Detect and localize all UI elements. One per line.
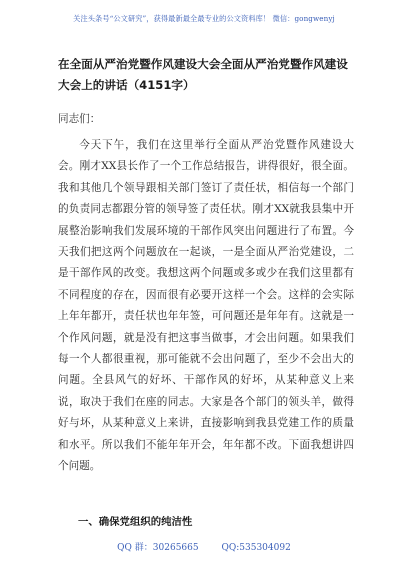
document-title: 在全面从严治党暨作风建设大会全面从严治党暨作风建设大会上的讲话（4151字） bbox=[58, 57, 348, 92]
salutation: 同志们： bbox=[58, 113, 101, 125]
qq-number: QQ:535304092 bbox=[221, 543, 291, 553]
section-heading: 一、确保党组织的纯洁性 bbox=[78, 516, 193, 528]
document-body bbox=[58, 135, 354, 478]
body-paragraph: 今天下午，我们在这里举行全面从严治党暨作风建设大会。刚才XX县长作了一个工作总结报告，讲得很好，很全面。我和其他几个领导跟相关部门签订了责任状，相信每一个部门的负责同志都跟分管的领导签了责任状。刚才XX就我县集中开展整治影响我们发展环境的干部作风突出问题进行了布置。今天我们把这两个问题放在一起谈，一是全面从严治党建设，二是干部作风的改变。我想这两个问题或多或少在我们这里都有不同程度的存在，因而很有必要开这样一个会。这样的会实际上年年都开，责任状也年年签，可问题还是年年有。这就是一个作风问题，就是没有把这事当做事，才会出问题。如果我们每一个人都很重视，那可能就不会出问题了，至少不会出大的问题。全县风气的好坏、干部作风的好坏，从某种意义上来说，取决于我们在座的同志。大家是各个部门的领头羊，做得好与坏，从某种意义上来讲，直接影响到我县党建工作的质量和水平。所以我们不能年年开会，年年都不改。下面我想讲四个问题。 bbox=[58, 139, 354, 473]
footer-contact bbox=[0, 540, 408, 553]
promo-banner: 关注头条号“公文研究”，获得最新最全最专业的公文资料库！ 微信：gongwenyj bbox=[73, 14, 335, 23]
qq-group-number: QQ 群：30265665 bbox=[117, 543, 199, 553]
